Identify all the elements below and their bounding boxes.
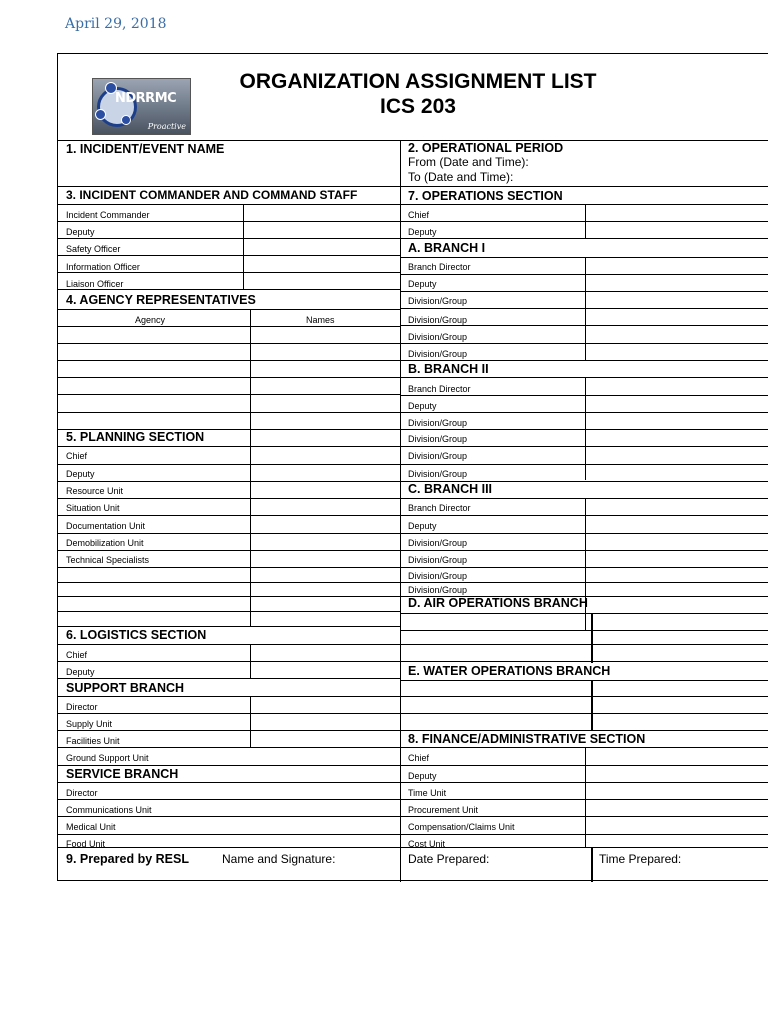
names-column-header: Names — [306, 315, 335, 325]
date-prepared-label: Date Prepared: — [408, 852, 490, 866]
row-label: Division/Group — [408, 349, 468, 359]
row-label: Division/Group — [408, 315, 468, 325]
command-staff-heading: 3. INCIDENT COMMANDER AND COMMAND STAFF — [66, 188, 358, 202]
row-label: Chief — [408, 753, 430, 763]
row-label: Division/Group — [408, 555, 468, 565]
agency-reps-heading: 4. AGENCY REPRESENTATIVES — [66, 293, 256, 307]
logistics-heading: 6. LOGISTICS SECTION — [66, 628, 207, 642]
rule-r — [400, 325, 768, 326]
rule-l — [58, 238, 400, 239]
ics-203-form — [57, 53, 768, 881]
rule-r — [400, 644, 768, 645]
rule-l — [58, 644, 400, 645]
row-label: Situation Unit — [66, 503, 120, 513]
rule-l — [58, 799, 400, 800]
rule-lv — [250, 644, 251, 678]
rule-r — [400, 395, 768, 396]
row-label: Compensation/Claims Unit — [408, 822, 515, 832]
row-label: Communications Unit — [66, 805, 152, 815]
rule-r — [400, 343, 768, 344]
rule-l — [58, 343, 400, 344]
name-signature-label: Name and Signature: — [222, 852, 336, 866]
row-label: Deputy — [66, 469, 95, 479]
rule-r — [400, 515, 768, 516]
row-label: Demobilization Unit — [66, 538, 144, 548]
rule-r — [400, 582, 768, 583]
rule-rv — [585, 747, 586, 847]
operations-heading: 7. OPERATIONS SECTION — [408, 189, 563, 203]
row-label: Resource Unit — [66, 486, 124, 496]
rule-rv — [591, 847, 593, 882]
branch-a-heading: A. BRANCH I — [408, 241, 486, 255]
service-branch-heading: SERVICE BRANCH — [66, 767, 179, 781]
rule-r — [400, 799, 768, 800]
row-label: Deputy — [408, 771, 437, 781]
rule-r — [400, 446, 768, 447]
rule-l — [58, 515, 400, 516]
rule-l — [58, 309, 400, 310]
rule-l — [58, 611, 400, 612]
rule-l — [58, 747, 400, 748]
rule-r — [400, 713, 768, 714]
rule-block1 — [58, 186, 768, 187]
period-to-label: To (Date and Time): — [408, 170, 514, 184]
rule-l — [58, 221, 400, 222]
rule-r — [400, 782, 768, 783]
row-label: Director — [66, 702, 98, 712]
row-label: Technical Specialists — [66, 555, 150, 565]
rule-l — [58, 446, 400, 447]
rule-r — [400, 567, 768, 568]
rule-l — [58, 550, 400, 551]
row-label: Chief — [66, 451, 88, 461]
rule-r — [400, 204, 768, 205]
period-from-label: From (Date and Time): — [408, 155, 529, 169]
row-label: Deputy — [408, 401, 437, 411]
logo-text: NDRRMC — [115, 91, 177, 106]
rule-l — [58, 661, 400, 662]
rule-l — [58, 730, 400, 731]
rule-r — [400, 533, 768, 534]
rule-l — [58, 713, 400, 714]
rule-r — [400, 747, 768, 748]
rule-l — [58, 255, 400, 256]
form-title: ORGANIZATION ASSIGNMENT LIST — [239, 70, 597, 93]
rule-r — [400, 257, 768, 258]
support-branch-heading: SUPPORT BRANCH — [66, 681, 185, 695]
rule-l — [58, 567, 400, 568]
form-subtitle: ICS 203 — [380, 95, 456, 118]
row-label: Division/Group — [408, 434, 468, 444]
row-label: Liaison Officer — [66, 279, 124, 289]
row-label: Ground Support Unit — [66, 753, 149, 763]
row-label: Division/Group — [408, 585, 468, 595]
planning-heading: 5. PLANNING SECTION — [66, 430, 205, 444]
rule-rv — [585, 204, 586, 238]
time-prepared-label: Time Prepared: — [599, 852, 682, 866]
rule-l — [58, 289, 400, 290]
rule-r — [400, 377, 768, 378]
rule-l — [58, 464, 400, 465]
branch-c-heading: C. BRANCH III — [408, 482, 493, 496]
row-label: Division/Group — [408, 296, 468, 306]
branch-b-heading: B. BRANCH II — [408, 362, 489, 376]
logo-tagline: Proactive — [147, 122, 186, 131]
row-label: Deputy — [408, 521, 437, 531]
rule-r — [400, 696, 768, 697]
row-label: Medical Unit — [66, 822, 116, 832]
row-label: Chief — [408, 210, 430, 220]
row-label: Deputy — [66, 227, 95, 237]
rule-lv — [250, 309, 251, 627]
rule-l — [58, 272, 400, 273]
rule-r — [400, 765, 768, 766]
rule-lv — [250, 696, 251, 748]
rule-r — [400, 498, 768, 499]
rule-l — [58, 696, 400, 697]
row-label: Director — [66, 788, 98, 798]
rule-rv — [585, 377, 586, 480]
rule-l — [58, 377, 400, 378]
rule-l — [58, 582, 400, 583]
rule-l — [58, 204, 400, 205]
row-label: Food Unit — [66, 839, 106, 849]
rule-r — [400, 730, 768, 731]
row-label: Cost Unit — [408, 839, 446, 849]
row-label: Division/Group — [408, 451, 468, 461]
rule-rv — [591, 613, 593, 663]
row-label: Branch Director — [408, 384, 471, 394]
rule-rv — [585, 498, 586, 631]
rule-l — [58, 678, 400, 679]
rule-r — [400, 550, 768, 551]
rule-center — [400, 140, 401, 882]
row-label: Chief — [66, 650, 88, 660]
rule-r — [400, 308, 768, 309]
rule-r — [400, 834, 768, 835]
row-label: Division/Group — [408, 538, 468, 548]
row-label: Branch Director — [408, 503, 471, 513]
rule-l — [58, 326, 400, 327]
rule-r — [400, 680, 768, 681]
rule-r — [400, 661, 768, 662]
incident-name-heading: 1. INCIDENT/EVENT NAME — [66, 142, 225, 156]
agency-column-header: Agency — [135, 315, 166, 325]
rule-r — [400, 464, 768, 465]
rule-rv — [591, 680, 593, 730]
rule-r — [400, 630, 768, 631]
row-label: Deputy — [66, 667, 95, 677]
rule-r — [400, 274, 768, 275]
row-label: Deputy — [408, 279, 437, 289]
rule-r — [400, 238, 768, 239]
row-label: Facilities Unit — [66, 736, 120, 746]
row-label: Time Unit — [408, 788, 447, 798]
rule-l — [58, 596, 400, 597]
rule-lv — [243, 204, 244, 289]
row-label: Safety Officer — [66, 244, 121, 254]
rule-l — [58, 394, 400, 395]
rule-l — [58, 816, 400, 817]
rule-l — [58, 782, 400, 783]
rule-r — [400, 221, 768, 222]
rule-r — [400, 412, 768, 413]
row-label: Division/Group — [408, 332, 468, 342]
row-label: Documentation Unit — [66, 521, 146, 531]
rule-r — [400, 429, 768, 430]
row-label: Deputy — [408, 227, 437, 237]
row-label: Branch Director — [408, 262, 471, 272]
air-ops-heading: D. AIR OPERATIONS BRANCH — [408, 596, 588, 610]
row-label: Supply Unit — [66, 719, 113, 729]
rule-l — [58, 626, 400, 627]
rule-l — [58, 533, 400, 534]
finance-heading: 8. FINANCE/ADMINISTRATIVE SECTION — [408, 732, 646, 746]
rule-r — [400, 613, 768, 614]
water-ops-heading: E. WATER OPERATIONS BRANCH — [408, 664, 611, 678]
rule-l — [58, 834, 400, 835]
rule-rv — [585, 257, 586, 360]
rule-l — [58, 498, 400, 499]
rule-l — [58, 412, 400, 413]
operational-period-heading: 2. OPERATIONAL PERIOD — [408, 141, 564, 155]
rule-r — [400, 291, 768, 292]
rule-l — [58, 360, 400, 361]
row-label: Incident Commander — [66, 210, 150, 220]
row-label: Procurement Unit — [408, 805, 479, 815]
row-label: Division/Group — [408, 571, 468, 581]
rule-l — [58, 481, 400, 482]
rule-r — [400, 816, 768, 817]
row-label: Information Officer — [66, 262, 140, 272]
row-label: Division/Group — [408, 469, 468, 479]
prepared-by-heading: 9. Prepared by RESL — [66, 852, 189, 866]
document-date: April 29, 2018 — [65, 16, 167, 32]
rule-l — [58, 765, 400, 766]
row-label: Division/Group — [408, 418, 468, 428]
rule-r — [400, 360, 768, 361]
